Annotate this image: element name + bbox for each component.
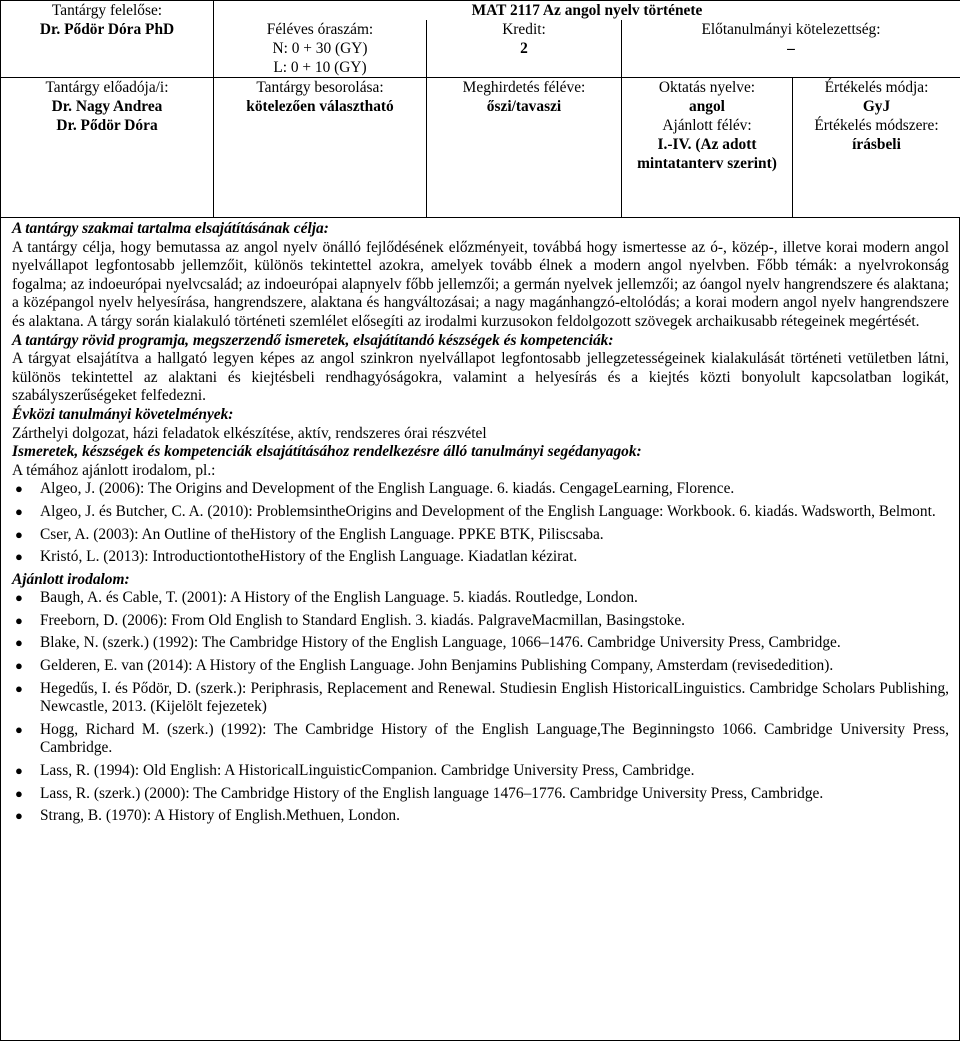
reference-text: Lass, R. (1994): Old English: A HistoricalLinguisticCompanion. Cambridge University Press, Cambridge. (40, 762, 695, 780)
language-label: Oktatás nyelve: (658, 79, 756, 96)
reference-text: Blake, N. (szerk.) (1992): The Cambridge History of the English Language, 1066–1476. Cambridge University Press, Cambridge. (40, 634, 841, 652)
reference-text: Algeo, J. (2006): The Origins and Development of the English Language. 6. kiadás. CengageLearning, Florence. (40, 480, 735, 498)
list-item (12, 612, 949, 631)
bullet-icon: ● (15, 590, 23, 606)
credit-label: Kredit: (502, 21, 546, 38)
reference-text: Freeborn, D. (2006): From Old English to Standard English. 3. kiadás. PalgraveMacmillan, Basingstoke. (40, 611, 686, 629)
reference-text: Strang, B. (1970): A History of English.Methuen, London. (40, 807, 400, 825)
semester-cell (427, 78, 622, 218)
bullet-icon: ● (15, 635, 23, 651)
semester-value: őszi/tavaszi (486, 98, 562, 115)
language-cell (622, 78, 793, 218)
credit-cell (427, 20, 622, 78)
eval-type-label: Értékelés módja: (824, 79, 929, 96)
bullet-icon: ● (15, 721, 23, 737)
reference-text: Algeo, J. és Butcher, C. A. (2010): ProblemsintheOrigins and Development of the English Language: Workbook. 6. kiadás. Wadsworth, Belmont. (40, 502, 936, 520)
hours-l: L: 0 + 10 (GY) (273, 59, 367, 76)
category-cell (214, 78, 427, 218)
hours-label: Féléves óraszám: (266, 21, 374, 38)
course-body (0, 218, 960, 1041)
responsible-cell (1, 1, 214, 78)
prereq-value: – (787, 40, 795, 57)
bullet-icon: ● (15, 612, 23, 628)
list-item (12, 634, 949, 653)
rec-semester-main: I.-IV. (657, 136, 692, 153)
list-item (12, 548, 949, 567)
category-label: Tantárgy besorolása: (256, 79, 384, 96)
aim-heading: A tantárgy szakmai tartalma elsajátításának célja: (12, 220, 329, 237)
reference-text: Kristó, L. (2013): IntroductiontotheHistory of the English Language. Kiadatlan kézirat. (40, 548, 578, 566)
eval-method-value: írásbeli (852, 136, 901, 153)
course-header-table (0, 0, 960, 218)
list-item (12, 721, 949, 758)
list-item (12, 807, 949, 826)
list-item (12, 680, 949, 717)
recommended-heading: Ajánlott irodalom: (12, 570, 130, 588)
bullet-icon: ● (15, 549, 23, 565)
responsible-name: Dr. Pődör Dóra PhD (39, 21, 175, 38)
bullet-icon: ● (15, 658, 23, 674)
lecturers-cell (1, 78, 214, 218)
language-value: angol (689, 98, 725, 115)
requirements-text: Zárthelyi dolgozat, házi feladatok elkészítése, aktív, rendszeres órai részvétel (12, 424, 487, 442)
reference-text: Baugh, A. és Cable, T. (2001): A History of the English Language. 5. kiadás. Routledge, London. (40, 589, 638, 607)
materials-heading: Ismeretek, készségek és kompetenciák elsajátításához rendelkezésre álló tanulmányi segédanyagok: (12, 443, 642, 461)
program-heading: A tantárgy rövid programja, megszerzendő ismeretek, elsajátítandó készségek és kompetenciák: (12, 331, 614, 349)
requirements-heading: Évközi tanulmányi követelmények: (12, 405, 234, 423)
category-value: kötelezően választható (246, 98, 394, 115)
bullet-icon: ● (15, 680, 23, 696)
recommended-list (12, 589, 949, 826)
bullet-icon: ● (15, 808, 23, 824)
list-item (12, 503, 949, 522)
lecturer-1: Dr. Nagy Andrea (51, 98, 163, 115)
reference-text: Gelderen, E. van (2014): A History of the English Language. John Benjamins Publishing Company, Amsterdam (revisededition). (40, 657, 834, 675)
bullet-icon: ● (15, 763, 23, 779)
reference-text: Hegedűs, I. és Pődör, D. (szerk.): Periphrasis, Replacement and Renewal. Studiesin English HistoricalLinguistics. Cambridge Scholars Publishing, Newcastle, 2013. (Kijelölt fejezetek) (40, 679, 949, 716)
rec-semester-value (625, 135, 789, 173)
materials-list (12, 480, 949, 566)
list-item (12, 589, 949, 608)
reference-text: Lass, R. (szerk.) (2000): The Cambridge History of the English language 1476–1776. Cambridge University Press, Cambridge. (40, 784, 824, 802)
rec-semester-label: Ajánlott félév: (662, 117, 752, 134)
rec-semester-note: (Az adott mintatanterv szerint) (637, 136, 777, 172)
lecturers-label: Tantárgy előadója/i: (45, 79, 169, 96)
list-item (12, 526, 949, 545)
prereq-cell (622, 20, 960, 78)
list-item (12, 785, 949, 804)
program-text: A tárgyat elsajátítva a hallgató legyen képes az angol szinkron nyelvállapot legfontosabb jellegzetességeinek kialakulását történeti vetületben látni, különös tekintettel az alaktani és kiejtésbeli rendhagyóságokra, valamint a helyesírás és a kiejtés közti bonyolult kapcsolatban logikát, szabályszerűségeket felfedezni. (12, 350, 949, 405)
list-item (12, 762, 949, 781)
list-item (12, 480, 949, 499)
responsible-label: Tantárgy felelőse: (51, 2, 163, 19)
bullet-icon: ● (15, 785, 23, 801)
bullet-icon: ● (15, 526, 23, 542)
evaluation-cell (793, 78, 960, 218)
lecturer-2: Dr. Pődör Dóra (56, 117, 158, 134)
credit-value: 2 (520, 40, 528, 57)
hours-cell (214, 20, 427, 78)
bullet-icon: ● (15, 481, 23, 497)
prereq-label: Előtanulmányi kötelezettség: (701, 21, 881, 38)
hours-n: N: 0 + 30 (GY) (272, 40, 368, 57)
reference-text: Hogg, Richard M. (szerk.) (1992): The Cambridge History of the English Language,The Beginningsto 1066. Cambridge University Press, Cambridge. (40, 720, 949, 757)
semester-label: Meghirdetés féléve: (462, 79, 586, 96)
course-title: MAT 2117 Az angol nyelv története (214, 1, 960, 21)
eval-method-label: Értékelés módszere: (814, 117, 939, 134)
eval-type-value: GyJ (862, 98, 891, 115)
materials-intro: A témához ajánlott irodalom, pl.: (12, 461, 216, 479)
list-item (12, 657, 949, 676)
bullet-icon: ● (15, 503, 23, 519)
reference-text: Cser, A. (2003): An Outline of theHistory of the English Language. PPKE BTK, Piliscsaba. (40, 525, 604, 543)
aim-text: A tantárgy célja, hogy bemutassa az angol nyelv önálló fejlődésének előzményeit, továbbá hogy ismertesse az ó-, közép-, illetve korai modern angol nyelvállapot legfontosabb jellemzőit, különös tekintettel azokra, amelyek tovább élnek a modern angol nyelvben. Főbb témák: a nyelvrokonság fogalma; az indoeurópai nyelvcsalád; az indoeurópai alapnyelv főbb jellemzői; a germán nyelvek jellemzői; az óangol nyelv hangrendszere és alaktana; a középangol nyelv helyesírása, hangrendszere, alaktana és hangváltozásai; a nagy magánhangzó-eltolódás; a korai modern angol nyelv hangrendszere és alaktana. A tárgy során kialakuló történeti szemlélet elősegíti az irodalmi kurzusokon feldolgozott szövegek archaikusabb rétegeinek megértését. (12, 238, 949, 330)
